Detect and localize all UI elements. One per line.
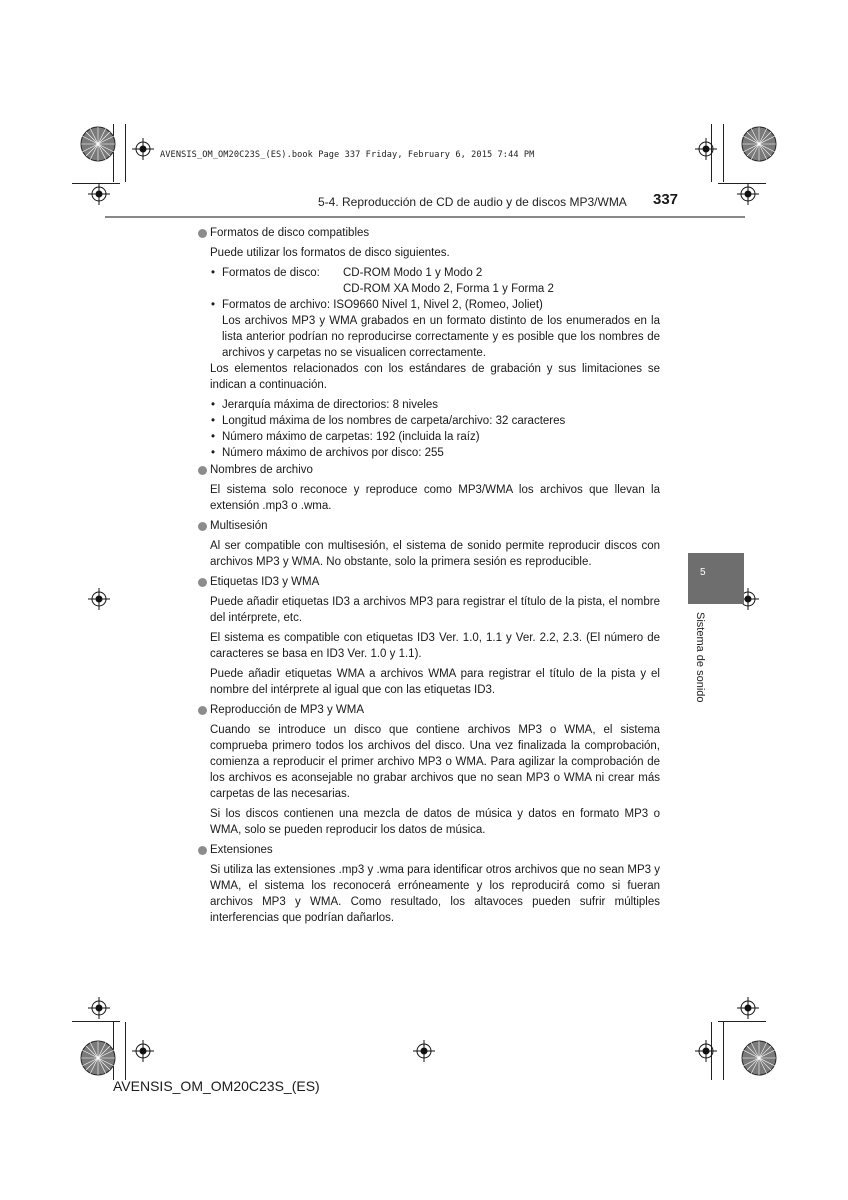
color-wheel-mark-icon — [80, 1040, 116, 1076]
bullet-icon — [198, 578, 207, 587]
disc-formats-value: CD-ROM Modo 1 y Modo 2 — [343, 267, 483, 279]
registration-mark-icon — [88, 997, 110, 1019]
list-item: • Jerarquía máxima de directorios: 8 niveles — [211, 399, 439, 411]
list-item: • Longitud máxima de los nombres de carpeta/archivo: 32 caracteres — [211, 415, 566, 427]
header-rule — [105, 216, 745, 218]
crop-line — [723, 1022, 724, 1080]
chapter-number: 5 — [700, 567, 706, 578]
document-code: AVENSIS_OM_OM20C23S_(ES) — [113, 1078, 320, 1094]
crop-line — [723, 124, 724, 182]
crop-line — [125, 1022, 126, 1080]
paragraph: Si los discos contienen una mezcla de datos de música y datos en formato MP3 o WMA, solo se pueden reproducir los datos de música. — [210, 808, 660, 836]
disc-formats-row — [222, 281, 660, 297]
list-bullet: • — [211, 431, 216, 443]
registration-mark-icon — [737, 183, 759, 205]
bullet-icon — [198, 846, 207, 855]
section-heading-text: Reproducción de MP3 y WMA — [210, 704, 365, 716]
paragraph: Puede utilizar los formatos de disco siguientes. — [210, 247, 450, 259]
section-header-title: 5-4. Reproducción de CD de audio y de discos MP3/WMA — [318, 195, 627, 209]
bullet-icon — [198, 466, 207, 475]
section-body — [198, 862, 660, 926]
crop-line — [72, 1021, 120, 1022]
color-wheel-mark-icon — [80, 126, 116, 162]
paragraph: Cuando se introduce un disco que contiene archivos MP3 o WMA, el sistema comprueba primero todos los archivos del disco. Una vez finalizada la comprobación, comienza a reproducir el primer archivo MP3 o WMA. Para agilizar la comprobación de los archivos es aconsejable no grabar archivos que no sean MP3 o WMA ni crear más carpetas de las necesarias. — [210, 724, 660, 800]
bullet-icon — [198, 522, 207, 531]
list-bullet: • — [211, 399, 216, 411]
file-formats-text: Formatos de archivo: ISO9660 Nivel 1, Nivel 2, (Romeo, Joliet) — [222, 299, 543, 311]
print-slug: AVENSIS_OM_OM20C23S_(ES).book Page 337 Friday, February 6, 2015 7:44 PM — [160, 150, 535, 160]
disc-formats-row — [222, 265, 660, 281]
section-heading — [198, 842, 660, 858]
paragraph: Puede añadir etiquetas WMA a archivos WMA para registrar el título de la pista y el nombre del intérprete al igual que con las etiquetas ID3. — [210, 668, 660, 696]
paragraph: Si utiliza las extensiones .mp3 y .wma para identificar otros archivos que no sean MP3 y WMA, el sistema los reconocerá erróneamente y los reproducirá como si fueran archivos MP3 y WMA. Como resultado, los altavoces pueden sufrir múltiples interferencias que podrían dañarlos. — [210, 864, 660, 924]
paragraph: Los archivos MP3 y WMA grabados en un formato distinto de los enumerados en la lista anterior podrían no reproducirse correctamente y es posible que los nombres de archivos y carpetas no se visualicen correctamente. — [222, 315, 660, 359]
list-item — [210, 265, 660, 297]
bullet-icon — [198, 706, 207, 715]
list-item: • Número máximo de carpetas: 192 (incluida la raíz) — [211, 431, 480, 443]
list-bullet: • — [211, 415, 216, 427]
registration-mark-icon — [695, 1040, 717, 1062]
color-wheel-mark-icon — [741, 1040, 777, 1076]
list-item: • Número máximo de archivos por disco: 255 — [211, 447, 444, 459]
disc-formats-key: Formatos de disco: — [222, 267, 320, 279]
bullet-icon — [198, 229, 207, 238]
section-heading — [198, 518, 660, 534]
section-heading-text: Formatos de disco compatibles — [210, 227, 370, 239]
registration-mark-icon — [737, 997, 759, 1019]
section-body — [198, 245, 660, 461]
color-wheel-mark-icon — [741, 126, 777, 162]
list-bullet: • — [211, 299, 216, 311]
section-heading — [198, 702, 660, 718]
paragraph: Puede añadir etiquetas ID3 a archivos MP3 para registrar el título de la pista, el nombre del intérprete, etc. — [210, 596, 660, 624]
crop-line — [718, 1021, 766, 1022]
list-bullet: • — [211, 267, 216, 279]
section-heading-text: Extensiones — [210, 844, 273, 856]
section-body — [198, 594, 660, 698]
chapter-label: Sistema de sonido — [694, 612, 706, 703]
section-heading — [198, 574, 660, 590]
registration-mark-icon — [695, 138, 717, 160]
paragraph: El sistema es compatible con etiquetas ID3 Ver. 1.0, 1.1 y Ver. 2.2, 2.3. (El número de caracteres se basa en ID3 Ver. 1.0 y 1.1). — [210, 632, 660, 660]
list-bullet: • — [211, 447, 216, 459]
registration-mark-icon — [88, 588, 110, 610]
section-body — [198, 482, 660, 514]
section-heading — [198, 225, 660, 241]
page-number: 337 — [653, 191, 679, 208]
registration-mark-icon — [132, 138, 154, 160]
section-body — [198, 538, 660, 570]
section-heading-text: Nombres de archivo — [210, 464, 313, 476]
paragraph: Los elementos relacionados con los estándares de grabación y sus limitaciones se indican a continuación. — [210, 363, 660, 391]
section-body — [198, 722, 660, 838]
paragraph: El sistema solo reconoce y reproduce como MP3/WMA los archivos que llevan la extensión .mp3 o .wma. — [210, 484, 660, 512]
limits-list — [210, 397, 660, 461]
registration-mark-icon — [132, 1040, 154, 1062]
registration-mark-icon — [413, 1040, 435, 1062]
section-heading-text: Etiquetas ID3 y WMA — [210, 576, 320, 588]
section-heading — [198, 462, 660, 478]
crop-line — [125, 124, 126, 182]
list-item — [210, 297, 660, 313]
chapter-tab — [688, 553, 744, 604]
paragraph: Al ser compatible con multisesión, el sistema de sonido permite reproducir discos con archivos MP3 y WMA. No obstante, solo la primera sesión es reproducible. — [210, 540, 660, 568]
disc-formats-value: CD-ROM XA Modo 2, Forma 1 y Forma 2 — [343, 283, 554, 295]
page-content — [198, 224, 660, 926]
registration-mark-icon — [88, 183, 110, 205]
section-heading-text: Multisesión — [210, 520, 268, 532]
